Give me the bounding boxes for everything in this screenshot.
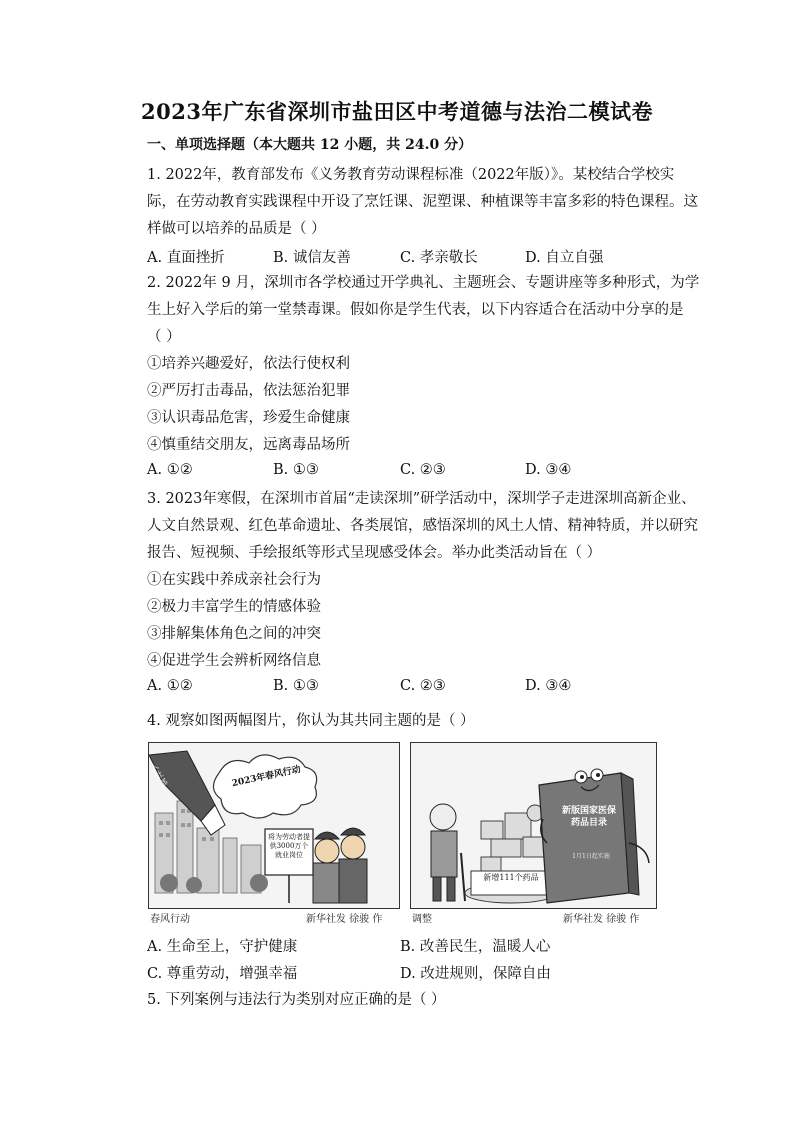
q1-line-3: 样做可以培养的品质是（ ） <box>147 221 326 237</box>
q1-option-b[interactable]: B. 诚信友善 <box>273 250 351 266</box>
right-caption-credit: 新华社发 徐骏 作 <box>563 914 640 925</box>
q1-line-2: 际，在劳动教育实践课程中开设了烹饪课、泥塑课、种植课等丰富多彩的特色课程。这 <box>147 194 698 210</box>
q1-option-a[interactable]: A. 直面挫折 <box>147 250 225 266</box>
q2-line-3: （ ） <box>147 329 181 345</box>
q3-line-3: 报告、短视频、手绘报纸等形式呈现感受体会。举办此类活动旨在（ ） <box>147 545 602 561</box>
q4-option-a[interactable]: A. 生命至上，守护健康 <box>147 939 298 955</box>
left-caption-title: 春风行动 <box>150 914 190 925</box>
q3-item-4: ④促进学生会辨析网络信息 <box>147 653 321 669</box>
cartoon-medical-catalog <box>410 742 657 909</box>
q4-option-c[interactable]: C. 尊重劳动，增强幸福 <box>147 966 298 982</box>
page-title: 2023年广东省深圳市盐田区中考道德与法治二模试卷 <box>141 99 653 124</box>
q3-item-3: ③排解集体角色之间的冲突 <box>147 626 321 642</box>
section-header: 一、单项选择题（本大题共 12 小题，共 24.0 分） <box>147 137 473 153</box>
q2-item-2: ②严厉打击毒品，依法惩治犯罪 <box>147 383 350 399</box>
q1-line-1: 1. 2022年，教育部发布《义务教育劳动课程标准（2022年版）》。某校结合学校实 <box>147 167 675 183</box>
q2-item-1: ①培养兴趣爱好，依法行使权利 <box>147 356 350 372</box>
q4-option-d[interactable]: D. 改进规则，保障自由 <box>400 966 551 982</box>
q2-option-b[interactable]: B. ①③ <box>273 462 319 478</box>
q3-item-1: ①在实践中养成亲社会行为 <box>147 572 321 588</box>
right-caption-title: 调整 <box>412 914 432 925</box>
q3-line-2: 人文自然景观、红色革命遗址、各类展馆，感悟深圳的风土人情、精神特质，并以研究 <box>147 518 698 534</box>
q2-line-2: 生上好入学后的第一堂禁毒课。假如你是学生代表，以下内容适合在活动中分享的是 <box>147 302 684 318</box>
q2-item-4: ④慎重结交朋友，远离毒品场所 <box>147 437 350 453</box>
q3-option-c[interactable]: C. ②③ <box>400 678 446 694</box>
board-text: 将为劳动者提供3000万个就业岗位 <box>268 833 310 859</box>
sleeve-label: 人社部 <box>148 761 170 789</box>
cartoon-banner-text: 2023年春风行动 <box>231 764 302 790</box>
book-title: 新版国家医保药品目录 <box>561 806 616 828</box>
left-caption-credit: 新华社发 徐骏 作 <box>306 914 383 925</box>
q3-line-1: 3. 2023年寒假，在深圳市首届“走读深圳”研学活动中，深圳学子走进深圳高新企业、 <box>147 491 696 507</box>
q1-option-d[interactable]: D. 自立自强 <box>525 250 604 266</box>
q3-option-b[interactable]: B. ①③ <box>273 678 319 694</box>
q2-option-d[interactable]: D. ③④ <box>525 462 572 478</box>
q2-item-3: ③认识毒品危害，珍爱生命健康 <box>147 410 350 426</box>
q2-option-c[interactable]: C. ②③ <box>400 462 446 478</box>
book-subtitle: 1月1日起实施 <box>572 853 610 860</box>
q5-line: 5. 下列案例与违法行为类别对应正确的是（ ） <box>147 992 446 1008</box>
q2-option-a[interactable]: A. ①② <box>147 462 193 478</box>
q4-option-b[interactable]: B. 改善民生，温暖人心 <box>400 939 551 955</box>
q3-option-a[interactable]: A. ①② <box>147 678 193 694</box>
box-label: 新增111个药品 <box>483 873 539 882</box>
cartoon-medical-catalog-drawing <box>411 743 656 908</box>
cartoon-spring-action <box>148 742 400 909</box>
q4-line: 4. 观察如图两幅图片，你认为其共同主题的是（ ） <box>147 713 475 729</box>
q3-item-2: ②极力丰富学生的情感体验 <box>147 599 321 615</box>
q1-option-c[interactable]: C. 孝亲敬长 <box>400 250 478 266</box>
q2-line-1: 2. 2022年 9 月，深圳市各学校通过开学典礼、主题班会、专题讲座等多种形式，为学 <box>147 275 700 291</box>
q3-option-d[interactable]: D. ③④ <box>525 678 572 694</box>
